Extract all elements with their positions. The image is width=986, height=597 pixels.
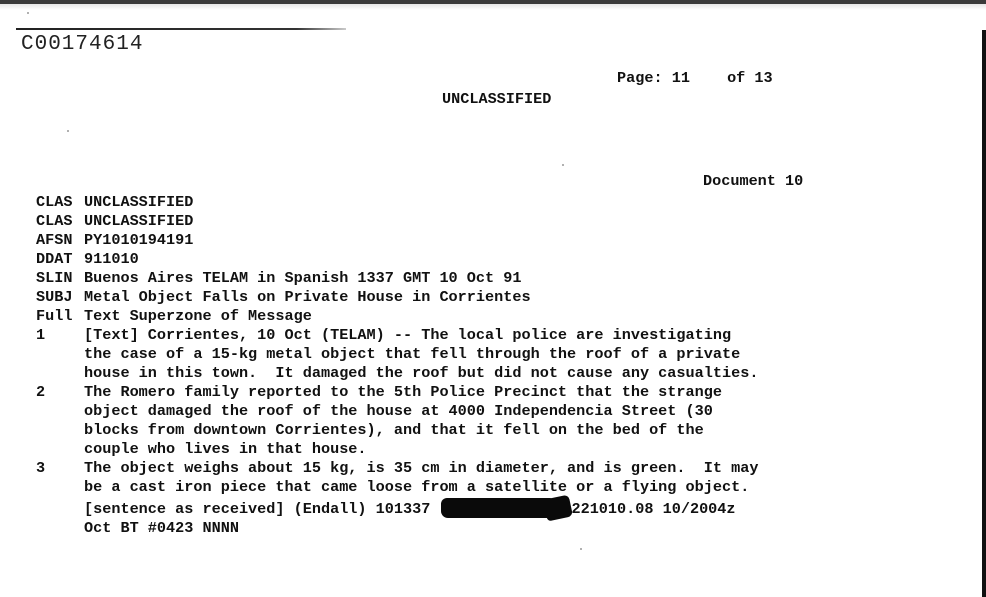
- field-key: SUBJ: [36, 288, 73, 306]
- page-right-border: [982, 30, 986, 597]
- field-value: Buenos Aires TELAM in Spanish 1337 GMT 10 Oct 91: [84, 269, 522, 287]
- page-label: Page:: [617, 69, 663, 87]
- paragraph: [36, 383, 758, 459]
- scan-speck: [580, 548, 582, 550]
- scan-speck: [67, 130, 69, 132]
- paragraph-line-redacted: [84, 497, 758, 519]
- paragraph-line: couple who lives in that house.: [84, 440, 367, 458]
- page-indicator: [617, 69, 773, 87]
- field-row: [36, 269, 531, 288]
- paragraph-number: 3: [36, 459, 46, 477]
- field-row: [36, 307, 531, 326]
- text-after-redaction: 221010.08 10/2004z: [571, 500, 736, 518]
- document-number: Document 10: [703, 172, 804, 190]
- redaction-block: [441, 498, 553, 518]
- field-key: SLIN: [36, 269, 73, 287]
- field-key: AFSN: [36, 231, 73, 249]
- field-key: CLAS: [36, 212, 73, 230]
- message-fields: [36, 193, 531, 326]
- paragraph-line: The Romero family reported to the 5th Police Precinct that the strange: [84, 383, 722, 401]
- field-row: [36, 212, 531, 231]
- field-value: 911010: [84, 250, 139, 268]
- window-top-shade: [0, 4, 986, 10]
- paragraph-line: blocks from downtown Corrientes), and that it fell on the bed of the: [84, 421, 704, 439]
- field-key: Full: [36, 307, 73, 325]
- paragraph-line: be a cast iron piece that came loose from a satellite or a flying object.: [84, 478, 750, 496]
- field-row: [36, 193, 531, 212]
- classification-header: UNCLASSIFIED: [442, 90, 552, 108]
- paragraph: [36, 326, 758, 383]
- page-number: 11: [671, 69, 690, 87]
- paragraph-line: [Text] Corrientes, 10 Oct (TELAM) -- The local police are investigating: [84, 326, 732, 344]
- text-before-redaction: [sentence as received] (Endall) 101337: [84, 500, 431, 518]
- control-number: C00174614: [21, 33, 144, 56]
- field-row: [36, 231, 531, 250]
- page-total: of 13: [727, 69, 773, 87]
- paragraph-line: Oct BT #0423 NNNN: [84, 519, 239, 537]
- field-key: DDAT: [36, 250, 73, 268]
- redaction-block-small: [543, 495, 573, 522]
- field-value: Text Superzone of Message: [84, 307, 312, 325]
- field-row: [36, 288, 531, 307]
- field-value: Metal Object Falls on Private House in Corrientes: [84, 288, 531, 306]
- paragraph-number: 1: [36, 326, 46, 344]
- header-rule: [16, 28, 346, 30]
- scan-speck: [562, 164, 564, 166]
- field-value: UNCLASSIFIED: [84, 212, 194, 230]
- field-row: [36, 250, 531, 269]
- paragraph-line: The object weighs about 15 kg, is 35 cm in diameter, and is green. It may: [84, 459, 759, 477]
- paragraph-number: 2: [36, 383, 46, 401]
- scan-speck: [27, 12, 29, 14]
- paragraph-line: house in this town. It damaged the roof but did not cause any casualties.: [84, 364, 759, 382]
- field-value: UNCLASSIFIED: [84, 193, 194, 211]
- paragraph-line: object damaged the roof of the house at 4000 Independencia Street (30: [84, 402, 713, 420]
- field-key: CLAS: [36, 193, 73, 211]
- paragraph: [36, 459, 758, 538]
- message-body: [36, 326, 758, 538]
- field-value: PY1010194191: [84, 231, 194, 249]
- paragraph-line: the case of a 15-kg metal object that fell through the roof of a private: [84, 345, 741, 363]
